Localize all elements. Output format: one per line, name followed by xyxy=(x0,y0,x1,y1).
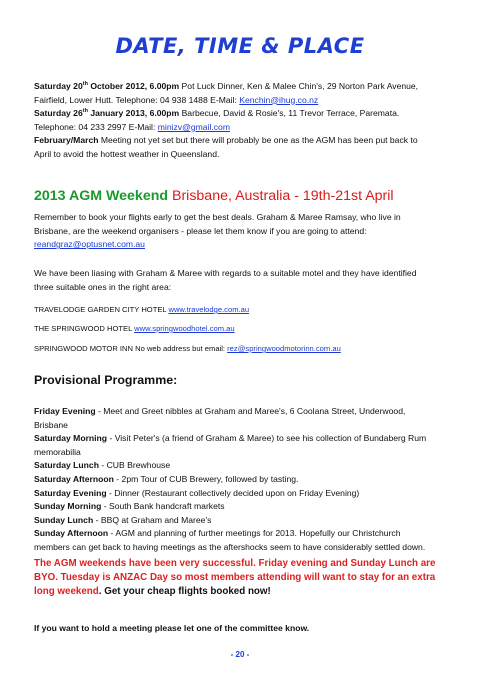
event-february-label: February/March xyxy=(34,135,99,146)
programme-item-label: Saturday Morning xyxy=(34,433,108,444)
programme-item-text: - Meet and Greet nibbles at Graham and Maree's, 6 Coolana Street, Underwood, xyxy=(95,406,406,416)
programme-item xyxy=(34,432,450,446)
event-october-date: October 2012, 6.00pm xyxy=(87,81,180,91)
event-october-phone: Fairfield, Lower Hutt. Telephone: 04 938 1488 E-Mail: xyxy=(34,94,240,105)
event-october-email-link[interactable]: Kenchin@ihug.co.nz xyxy=(239,94,319,105)
programme-item-text: - CUB Brewhouse xyxy=(98,460,171,471)
agm-intro xyxy=(34,211,450,252)
programme-item xyxy=(34,541,450,555)
programme-item xyxy=(34,473,450,487)
programme-item-label: Friday Evening xyxy=(34,406,96,416)
motels-intro-line-2: three suitable ones in the right area: xyxy=(34,281,172,292)
programme-item-label: Sunday Morning xyxy=(34,501,102,512)
programme-item-text: - South Bank handcraft markets xyxy=(101,501,225,512)
agm-notice-line-1: The AGM weekends have been very successful. Friday evening and Sunday Lunch are xyxy=(34,558,436,569)
programme-item-text: members can get back to having meetings as the aftershocks seem to have considerably settled down. xyxy=(34,541,426,552)
motels-intro-line-1: We have been liasing with Graham & Maree with regards to a suitable motel and they have identified xyxy=(34,268,417,278)
motel-item xyxy=(34,344,341,353)
programme-item-text: - 2pm Tour of CUB Brewery, followed by tasting. xyxy=(113,473,299,484)
motels-intro xyxy=(34,267,450,294)
motel-email-link[interactable]: rez@springwoodmotorinn.com.au xyxy=(227,344,341,353)
programme-item-label: Sunday Lunch xyxy=(34,514,94,525)
motel-note: No web address but email: xyxy=(135,344,228,353)
event-february xyxy=(34,134,450,148)
event-october xyxy=(34,80,450,94)
motel-name: THE SPRINGWOOD HOTEL xyxy=(34,324,135,333)
motel-website-link[interactable]: www.springwoodhotel.com.au xyxy=(134,324,235,333)
programme-item xyxy=(34,500,450,514)
page-title: DATE, TIME & PLACE xyxy=(115,34,365,58)
agm-intro-line-2: Brisbane, are the weekend organisers - please let them know if you are going to attend: xyxy=(34,225,367,236)
programme-item-label: Saturday Afternoon xyxy=(34,473,114,484)
event-february-text: Meeting not yet set but there will probably be one as the AGM has been put back to xyxy=(98,135,418,146)
programme-item-text: Brisbane xyxy=(34,419,68,430)
motel-website-link[interactable]: www.travelodge.com.au xyxy=(168,305,250,314)
motel-item xyxy=(34,324,235,333)
programme-heading: Provisional Programme: xyxy=(34,373,178,387)
agm-notice-dot: . xyxy=(98,586,102,597)
event-february-text-2: April to avoid the hottest weather in Queensland. xyxy=(34,148,220,159)
agm-heading-red: Brisbane, Australia - 19th-21st April xyxy=(168,188,394,204)
programme-item-label: Saturday Evening xyxy=(34,487,107,498)
programme-item xyxy=(34,487,450,501)
agm-notice-flights: Get your cheap flights booked now! xyxy=(101,586,271,597)
motel-item xyxy=(34,305,249,314)
agm-notice-line-2: BYO. Tuesday is ANZAC Day so most members attending will want to stay for an extra xyxy=(34,572,436,583)
event-january-phone: Telephone: 04 233 2997 E-Mail: xyxy=(34,121,158,132)
programme-item-label: Saturday Lunch xyxy=(34,460,99,471)
programme-item xyxy=(34,446,450,460)
programme-item-text: - BBQ at Graham and Maree's xyxy=(93,514,212,525)
page-number: - 20 - xyxy=(230,650,250,659)
agm-heading-green: 2013 AGM Weekend xyxy=(34,188,169,204)
event-january-text: Barbecue, David & Rosie's, 11 Trevor Terrace, Paremata. xyxy=(179,108,400,119)
event-january-sup: th xyxy=(82,108,88,115)
programme-item xyxy=(34,514,450,528)
agm-heading xyxy=(34,188,394,204)
programme-item xyxy=(34,459,450,473)
agm-organiser-email-link[interactable]: reandgraz@optusnet.com.au xyxy=(34,239,145,250)
programme-item-text: - AGM and planning of further meetings for 2013. Hopefully our Christchurch xyxy=(108,528,401,539)
event-january xyxy=(34,107,450,121)
motel-name: TRAVELODGE GARDEN CITY HOTEL xyxy=(34,305,169,314)
programme-item xyxy=(34,527,450,541)
motel-name: SPRINGWOOD MOTOR INN xyxy=(34,344,136,353)
programme-item-text: - Visit Peter's (a friend of Graham & Maree) to see his collection of Bundaberg Rum xyxy=(107,433,427,444)
closing-note: If you want to hold a meeting please let one of the committee know. xyxy=(34,623,310,633)
programme-item xyxy=(34,405,450,419)
agm-notice-long-weekend: long weekend xyxy=(34,586,99,597)
programme-item xyxy=(34,419,450,433)
agm-intro-line-1: Remember to book your flights early to get the best deals. Graham & Maree Ramsay, who live in xyxy=(34,212,401,222)
programme-item-label: Sunday Afternoon xyxy=(34,528,109,539)
event-january-email-link[interactable]: minizv@gmail.com xyxy=(157,121,230,132)
programme-item-text: memorabilia xyxy=(34,446,81,457)
event-january-date: January 2013, 6.00pm xyxy=(87,108,180,119)
event-january-day: Saturday 26 xyxy=(34,108,83,119)
event-january-contact xyxy=(34,121,450,135)
event-october-contact xyxy=(34,94,450,108)
events-section xyxy=(34,80,450,162)
event-october-day: Saturday 20 xyxy=(34,81,83,91)
agm-notice-line-3 xyxy=(34,585,454,599)
event-october-sup: th xyxy=(82,81,88,88)
programme-list xyxy=(34,405,450,555)
agm-notice xyxy=(34,557,454,599)
event-october-text: Pot Luck Dinner, Ken & Malee Chin's, 29 Norton Park Avenue, xyxy=(179,81,419,91)
programme-item-text: - Dinner (Restaurant collectively decided upon on Friday Evening) xyxy=(106,487,360,498)
